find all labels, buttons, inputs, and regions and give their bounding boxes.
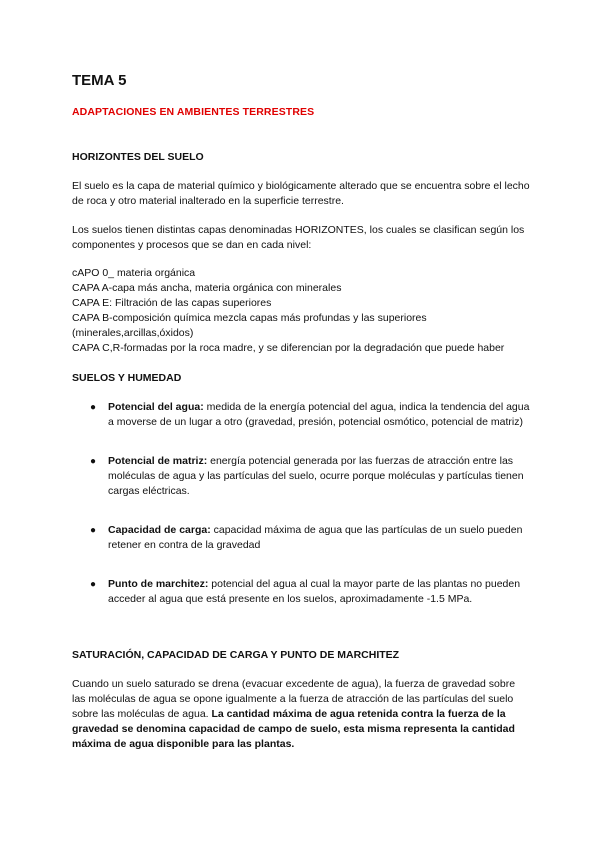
horizon-line: CAPA C,R-formadas por la roca madre, y se diferencian por la degradación que puede haber [72, 342, 505, 354]
bullet-icon: ● [90, 525, 97, 536]
paragraph-saturacion [72, 677, 530, 752]
horizon-line: CAPA A-capa más ancha, materia orgánica con minerales [72, 282, 342, 294]
paragraph-horizontes: Los suelos tienen distintas capas denominadas HORIZONTES, los cuales se clasifican según los componentes y procesos que se dan en cada nivel: [72, 224, 525, 251]
horizon-list [72, 266, 530, 356]
bullet-icon: ● [90, 402, 97, 413]
term: Potencial de matriz: [108, 455, 208, 467]
list-item [72, 400, 532, 430]
paragraph-normal-text: Cuando un suelo saturado se drena (evacuar excedente de agua), la fuerza de gravedad sobre las moléculas de agua se opone igualmente a la fuerza de atracción de las partículas del suelo sobre las moléculas de agua. [72, 678, 516, 720]
section-heading-horizontes: HORIZONTES DEL SUELO [72, 151, 204, 163]
list-item [72, 523, 532, 553]
term: Capacidad de carga: [108, 524, 211, 536]
paragraph-bold-text: La cantidad máxima de agua retenida contra la fuerza de la gravedad se denomina capacidad de campo de suelo, esta misma representa la cantidad máxima de agua disponible para las plantas. [72, 708, 515, 750]
definition: potencial del agua al cual la mayor parte de las plantas no pueden acceder al agua que está presente en los suelos, aproximadamente -1.5 MPa. [108, 578, 521, 605]
section-heading-saturacion: SATURACIÓN, CAPACIDAD DE CARGA Y PUNTO DE MARCHITEZ [72, 649, 400, 661]
definition: capacidad máxima de agua que las partículas de un suelo pueden retener en contra de la gravedad [108, 524, 523, 551]
bullet-icon: ● [90, 456, 97, 467]
section-heading-humedad: SUELOS Y HUMEDAD [72, 372, 182, 384]
term: Punto de marchitez: [108, 578, 209, 590]
horizon-line: cAPO 0_ materia orgánica [72, 267, 196, 279]
horizon-line: CAPA B-composición química mezcla capas más profundas y las superiores (minerales,arcillas,óxidos) [72, 312, 427, 339]
list-item [72, 454, 532, 499]
bullet-icon: ● [90, 579, 97, 590]
horizon-line: CAPA E: Filtración de las capas superiores [72, 297, 272, 309]
page-subtitle: ADAPTACIONES EN AMBIENTES TERRESTRES [72, 106, 315, 118]
list-item [72, 577, 532, 607]
definition: energía potencial generada por las fuerzas de atracción entre las moléculas de agua y las partículas del suelo, ocurre porque moléculas y partículas tienen cargas eléctricas. [108, 455, 524, 497]
paragraph-suelo-definition: El suelo es la capa de material químico y biológicamente alterado que se encuentra sobre el lecho de roca y otro material inalterado en la superficie terrestre. [72, 180, 530, 207]
term: Potencial del agua: [108, 401, 204, 413]
humedad-bullet-list [72, 400, 532, 631]
page-title: TEMA 5 [72, 72, 127, 89]
definition: medida de la energía potencial del agua, indica la tendencia del agua a moverse de un lugar a otro (gravedad, presión, potencial osmótico, potencial de matriz) [108, 401, 530, 428]
